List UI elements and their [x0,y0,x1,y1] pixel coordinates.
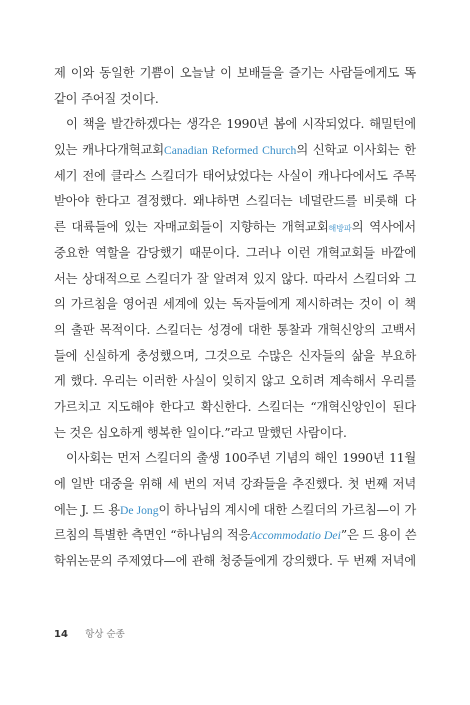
text-line: 서는 상대적으로 스킬더가 잘 알려져 있지 않다. 따라서 스킬더와 그 [54,271,416,286]
text-line: 같이 주어질 것이다. [54,91,159,106]
text-line: 중요한 역할을 감당했기 때문이다. 그러나 이런 개혁교회들 바깥에 [54,245,416,260]
page-number: 14 [54,629,68,640]
latin-annotation: Accommodatio Dei [250,528,341,543]
text-line: 이사회는 먼저 스킬더의 출생 100주년 기념의 해인 1990년 11월 [66,451,416,466]
text-line: 세기 전에 클라스 스킬더가 태어났었다는 사실이 캐나다에서도 주목 [54,168,416,183]
text-line: 학위논문의 주제였다—에 관해 청중들에게 강의했다. 두 번째 저녁에 [54,554,416,569]
text-run: 르침의 특별한 측면인 “하나님의 적응 [54,528,251,543]
text-line: 제 이와 동일한 기쁨이 오늘날 이 보배들을 즐기는 사람들에게도 똑 [54,66,416,80]
page-footer [54,626,125,640]
text-run: 에는 J. 드 용 [54,502,120,517]
text-run: 이 하나님의 계시에 대한 스킬더의 가르침—이 가 [158,502,417,517]
text-run: 의 신학교 이사회는 한 [296,143,416,158]
text-line [54,138,416,164]
text-run: 의 역사에서 [351,220,416,235]
text-line [54,215,416,241]
text-line: 의 가르침을 영어권 세계에 있는 독자들에게 제시하려는 것이 이 책 [54,297,416,312]
text-line: 에 일반 대중을 위해 세 번의 저녁 강좌들을 추진했다. 첫 번째 저녁 [54,477,416,491]
text-line: 이 책을 발간하겠다는 생각은 1990년 봄에 시작되었다. 해밀턴에 [66,117,416,132]
body-text [54,61,416,575]
text-run: 른 대륙들에 있는 자매교회들이 지향하는 개혁교회 [54,220,329,235]
text-line: 받아야 한다고 결정했다. 왜냐하면 스킬더는 네덜란드를 비롯해 다 [54,194,416,209]
text-line: 는 것은 심오하게 행복한 일이다.”라고 말했던 사람이다. [54,425,347,440]
text-line [54,523,416,549]
text-line: 게 했다. 우리는 이러한 사실이 잊히지 않고 오히려 계속해서 우리를 [54,374,416,389]
korean-annotation: 해방파 [328,224,352,234]
text-run: ”은 드 용이 쓴 [340,528,417,543]
running-title: 항상 순종 [85,629,125,640]
text-line: 가르치고 지도해야 한다고 확신한다. 스킬더는 “개혁신앙인이 된다 [54,399,416,414]
text-run: 있는 캐나다개혁교회 [54,143,164,158]
text-line [54,498,416,524]
text-line: 의 출판 목적이다. 스킬더는 성경에 대한 통찰과 개혁신앙의 고백서 [54,322,416,337]
english-annotation: Canadian Reformed Church [163,144,297,158]
english-annotation: De Jong [119,503,159,517]
text-line: 들에 신실하게 충성했으며, 그것으로 수많은 신자들의 삶을 부요하 [54,348,416,363]
